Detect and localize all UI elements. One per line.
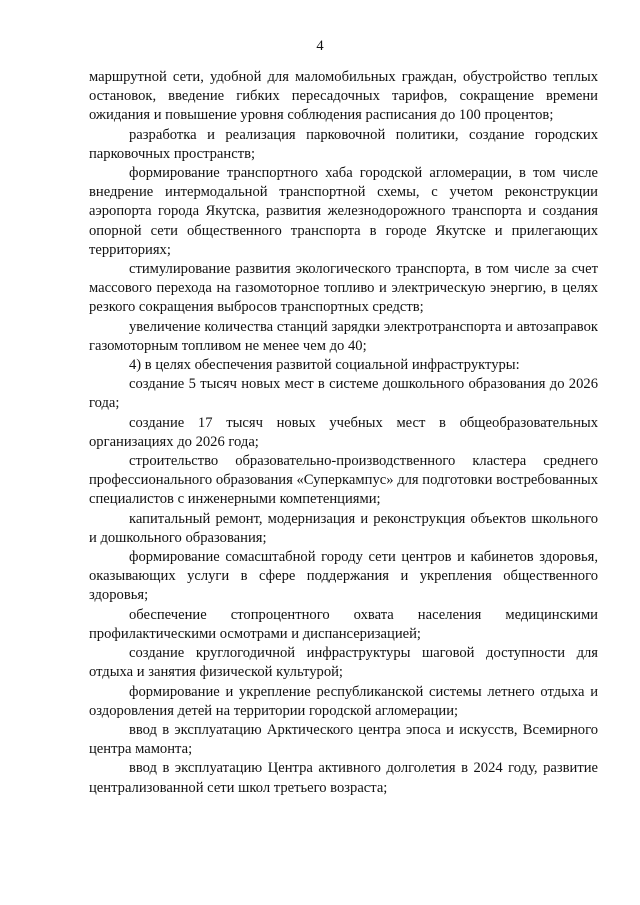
paragraph: ввод в эксплуатацию Арктического центра эпоса и искусств, Всемирного центра мамонта; [89, 721, 598, 758]
paragraph: создание 5 тысяч новых мест в системе дошкольного образования до 2026 года; [89, 376, 598, 412]
paragraph: формирование сомасштабной городу сети центров и кабинетов здоровья, оказывающих услуги в сфере поддержания и укрепления общественного здоровья; [89, 549, 598, 604]
paragraph: строительство образовательно-производственного кластера среднего профессионального образования «Суперкампус» для подготовки востребованных специалистов с инженерными компетенциями; [89, 453, 598, 508]
paragraph: разработка и реализация парковочной политики, создание городских парковочных пространств; [89, 126, 598, 162]
paragraph: стимулирование развития экологического транспорта, в том числе за счет массового перехода на газомоторное топливо и электрическую энергию, в целях резкого сокращения выбросов транспортных средств; [89, 261, 598, 316]
paragraph: капитальный ремонт, модернизация и реконструкция объектов школьного и дошкольного образования; [89, 510, 598, 546]
page-number: 4 [316, 38, 324, 54]
paragraph: формирование и укрепление республиканской системы летнего отдыха и оздоровления детей на территории городской агломерации; [89, 683, 598, 719]
paragraph: маршрутной сети, удобной для маломобильных граждан, обустройство теплых остановок, введение гибких пересадочных тарифов, сокращение времени ожидания и повышение уровня соблюдения расписания до 100 процентов; [89, 69, 598, 124]
document-body [89, 68, 598, 798]
paragraph: создание 17 тысяч новых учебных мест в общеобразовательных организациях до 2026 года; [89, 414, 598, 450]
paragraph: обеспечение стопроцентного охвата населения медицинскими профилактическими осмотрами и диспансеризацией; [89, 606, 598, 642]
paragraph: увеличение количества станций зарядки электротранспорта и автозаправок газомоторным топливом не менее чем до 40; [89, 318, 598, 354]
paragraph: ввод в эксплуатацию Центра активного долголетия в 2024 году, развитие централизованной сети школ третьего возраста; [89, 760, 598, 796]
paragraph: формирование транспортного хаба городской агломерации, в том числе внедрение интермодальной транспортной схемы, с учетом реконструкции аэропорта города Якутска, развития железнодорожного транспорта и создания опорной сети общественного транспорта в городе Якутске и прилегающих территориях; [89, 165, 598, 258]
section-heading: 4) в целях обеспечения развитой социальной инфраструктуры: [129, 357, 520, 374]
paragraph: создание круглогодичной инфраструктуры шаговой доступности для отдыха и занятия физической культурой; [89, 645, 598, 681]
